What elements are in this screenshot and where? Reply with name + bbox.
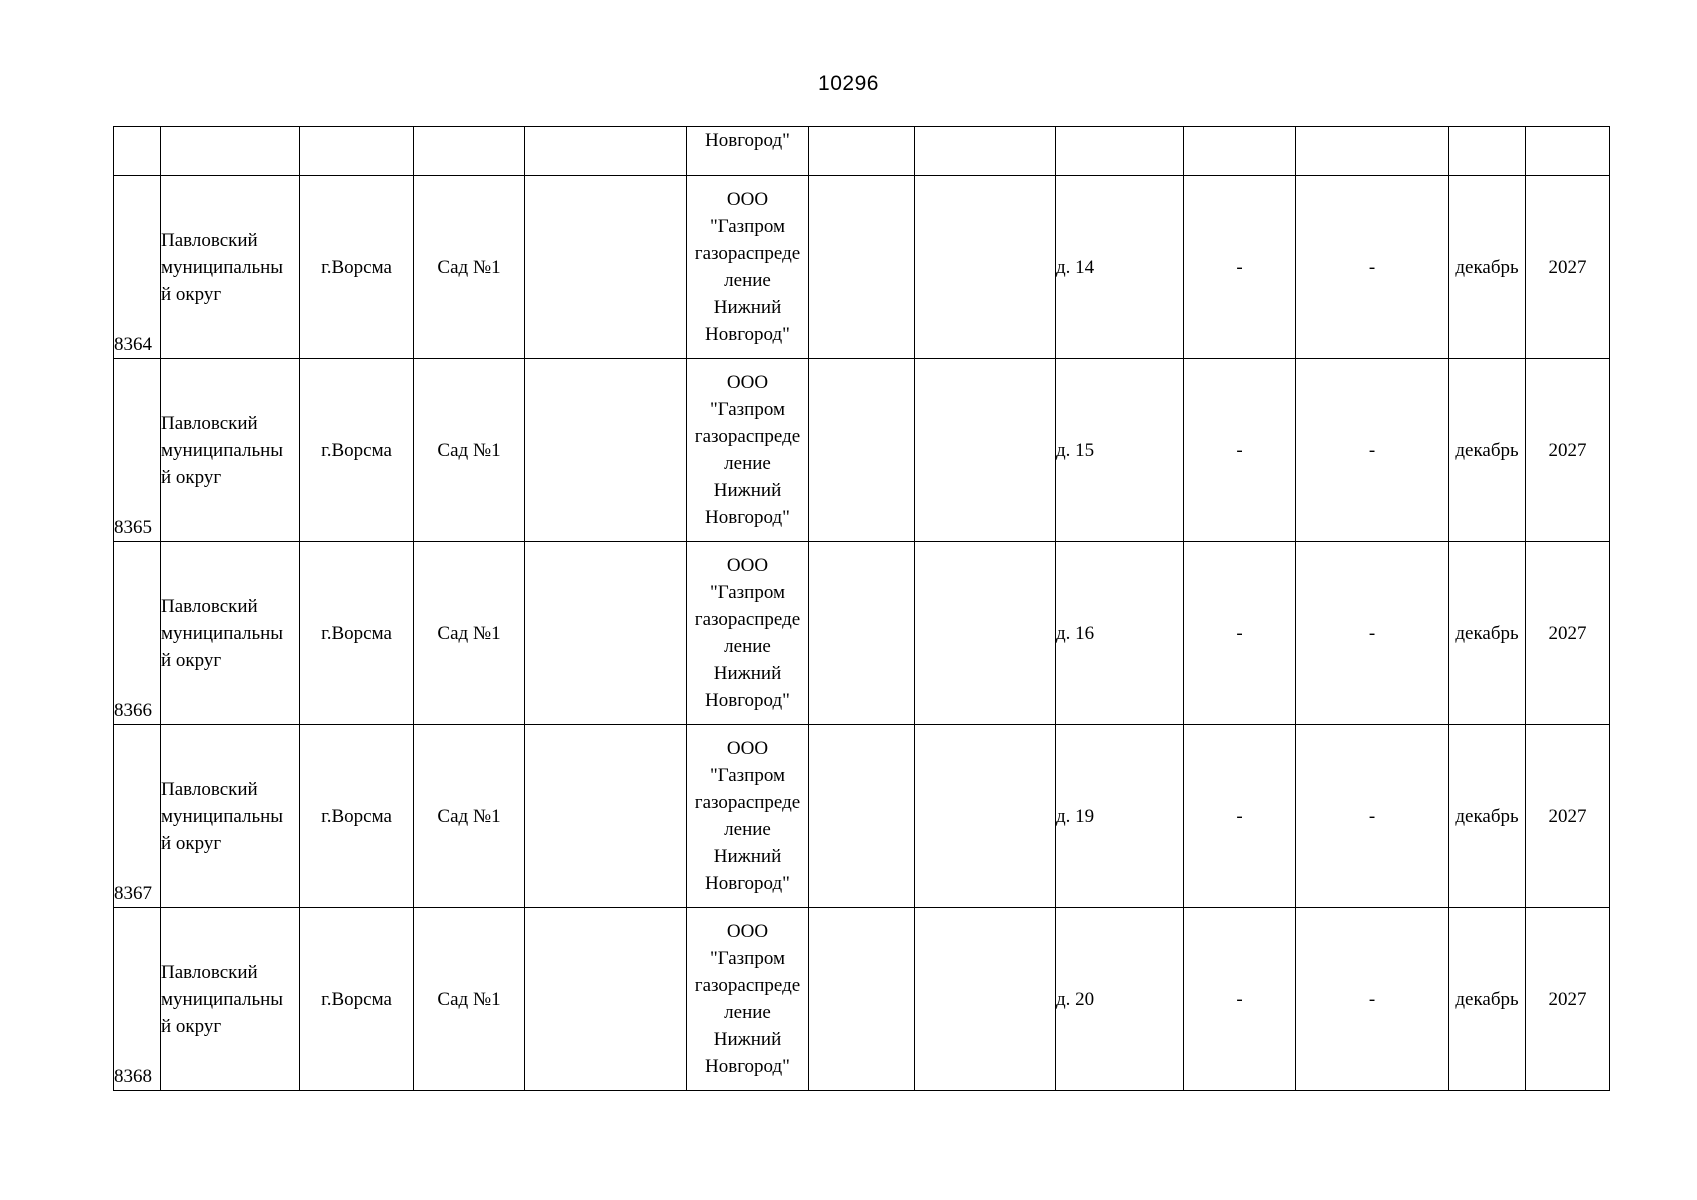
row-number: 8364 xyxy=(114,176,161,359)
organization-name xyxy=(687,908,809,1091)
text-line: муниципальны xyxy=(161,439,284,461)
text-line: ООО xyxy=(726,372,769,393)
cell-organization: Новгород" xyxy=(687,127,809,176)
cell-empty xyxy=(525,908,687,1091)
house-number: д. 19 xyxy=(1056,725,1184,908)
cell-empty xyxy=(915,725,1056,908)
cell-empty xyxy=(915,908,1056,1091)
organization-name xyxy=(687,725,809,908)
text-line: Новгород" xyxy=(705,324,790,345)
cell-col11 xyxy=(1296,127,1449,176)
text-line: Павловский xyxy=(161,229,258,251)
cell-empty xyxy=(915,127,1056,176)
text-line: й округ xyxy=(161,649,222,671)
street-name: Сад №1 xyxy=(414,725,525,908)
planned-month: декабрь xyxy=(1449,908,1526,1091)
cell-empty xyxy=(809,725,915,908)
cell-empty xyxy=(915,359,1056,542)
text-line: Нижний xyxy=(713,480,782,501)
text-line: й округ xyxy=(161,466,222,488)
house-number: д. 20 xyxy=(1056,908,1184,1091)
planned-month: декабрь xyxy=(1449,725,1526,908)
settlement-name: г.Ворсма xyxy=(300,908,414,1091)
register-table xyxy=(113,126,1610,1091)
continuation-row xyxy=(114,127,1610,176)
cell-empty xyxy=(915,542,1056,725)
text-line: Нижний xyxy=(713,663,782,684)
text-line: муниципальны xyxy=(161,256,284,278)
text-line: "Газпром xyxy=(709,948,786,969)
cell-house xyxy=(1056,127,1184,176)
planned-year: 2027 xyxy=(1526,359,1610,542)
text-line: Нижний xyxy=(713,1029,782,1050)
street-name: Сад №1 xyxy=(414,359,525,542)
organization-lines xyxy=(687,552,808,714)
table-row-8364 xyxy=(114,176,1610,359)
planned-year: 2027 xyxy=(1526,176,1610,359)
district-name xyxy=(161,176,300,359)
cell-col10 xyxy=(1184,127,1296,176)
cell-year xyxy=(1526,127,1610,176)
text-line: Нижний xyxy=(713,846,782,867)
dash-value: - xyxy=(1184,725,1296,908)
organization-name xyxy=(687,542,809,725)
text-line: газораспреде xyxy=(694,243,801,264)
district-name xyxy=(161,542,300,725)
text-line: муниципальны xyxy=(161,988,284,1010)
cell-empty xyxy=(525,127,687,176)
cell-num xyxy=(114,127,161,176)
street-name: Сад №1 xyxy=(414,176,525,359)
dash-value: - xyxy=(1296,359,1449,542)
planned-month: декабрь xyxy=(1449,359,1526,542)
cell-empty xyxy=(809,542,915,725)
page-number: 10296 xyxy=(818,72,879,95)
text-line: ООО xyxy=(726,189,769,210)
planned-year: 2027 xyxy=(1526,725,1610,908)
dash-value: - xyxy=(1296,542,1449,725)
district-lines xyxy=(161,959,299,1040)
district-lines xyxy=(161,593,299,674)
cell-empty xyxy=(809,176,915,359)
settlement-name: г.Ворсма xyxy=(300,176,414,359)
cell-district xyxy=(161,127,300,176)
district-lines xyxy=(161,410,299,491)
organization-name xyxy=(687,176,809,359)
row-number: 8367 xyxy=(114,725,161,908)
text-line: й округ xyxy=(161,283,222,305)
text-line: газораспреде xyxy=(694,426,801,447)
text-line: "Газпром xyxy=(709,399,786,420)
organization-lines xyxy=(687,369,808,531)
text-line: Нижний xyxy=(713,297,782,318)
district-lines xyxy=(161,776,299,857)
cell-month xyxy=(1449,127,1526,176)
text-line: "Газпром xyxy=(709,582,786,603)
cell-empty xyxy=(809,127,915,176)
district-name xyxy=(161,359,300,542)
dash-value: - xyxy=(1184,359,1296,542)
settlement-name: г.Ворсма xyxy=(300,725,414,908)
text-line: ООО xyxy=(726,555,769,576)
district-lines xyxy=(161,227,299,308)
text-line: й округ xyxy=(161,832,222,854)
text-line: Новгород" xyxy=(705,873,790,894)
dash-value: - xyxy=(1296,908,1449,1091)
text-line: газораспреде xyxy=(694,975,801,996)
dash-value: - xyxy=(1184,542,1296,725)
organization-lines xyxy=(687,735,808,897)
house-number: д. 15 xyxy=(1056,359,1184,542)
text-line: Новгород" xyxy=(705,1056,790,1077)
house-number: д. 14 xyxy=(1056,176,1184,359)
text-line: "Газпром xyxy=(709,216,786,237)
street-name: Сад №1 xyxy=(414,542,525,725)
text-line: й округ xyxy=(161,1015,222,1037)
text-line: ление xyxy=(724,636,771,657)
cell-empty xyxy=(525,725,687,908)
text-line: ООО xyxy=(726,738,769,759)
row-number: 8368 xyxy=(114,908,161,1091)
text-line: ООО xyxy=(726,921,769,942)
settlement-name: г.Ворсма xyxy=(300,359,414,542)
dash-value: - xyxy=(1184,908,1296,1091)
row-number: 8365 xyxy=(114,359,161,542)
house-number: д. 16 xyxy=(1056,542,1184,725)
text-line: ление xyxy=(724,1002,771,1023)
text-line: ление xyxy=(724,270,771,291)
text-line: Павловский xyxy=(161,595,258,617)
text-line: Павловский xyxy=(161,778,258,800)
cell-empty xyxy=(915,176,1056,359)
cell-settlement xyxy=(300,127,414,176)
district-name xyxy=(161,725,300,908)
text-line: Новгород" xyxy=(705,507,790,528)
dash-value: - xyxy=(1184,176,1296,359)
cell-empty xyxy=(809,908,915,1091)
organization-lines xyxy=(687,918,808,1080)
planned-year: 2027 xyxy=(1526,908,1610,1091)
settlement-name: г.Ворсма xyxy=(300,542,414,725)
cell-empty xyxy=(525,176,687,359)
organization-name xyxy=(687,359,809,542)
planned-month: декабрь xyxy=(1449,542,1526,725)
planned-year: 2027 xyxy=(1526,542,1610,725)
table-row-8365 xyxy=(114,359,1610,542)
table-body xyxy=(114,127,1610,1091)
cell-empty xyxy=(525,542,687,725)
text-line: муниципальны xyxy=(161,805,284,827)
cell-street xyxy=(414,127,525,176)
text-line: ление xyxy=(724,819,771,840)
text-line: Новгород" xyxy=(705,690,790,711)
text-line: газораспреде xyxy=(694,792,801,813)
row-number: 8366 xyxy=(114,542,161,725)
street-name: Сад №1 xyxy=(414,908,525,1091)
text-line: ление xyxy=(724,453,771,474)
text-line: газораспреде xyxy=(694,609,801,630)
planned-month: декабрь xyxy=(1449,176,1526,359)
text-line: муниципальны xyxy=(161,622,284,644)
organization-lines xyxy=(687,186,808,348)
text-line: Павловский xyxy=(161,961,258,983)
text-line: Павловский xyxy=(161,412,258,434)
district-name xyxy=(161,908,300,1091)
text-line: "Газпром xyxy=(709,765,786,786)
table-row-8366 xyxy=(114,542,1610,725)
dash-value: - xyxy=(1296,176,1449,359)
cell-empty xyxy=(525,359,687,542)
cell-empty xyxy=(809,359,915,542)
table-row-8368 xyxy=(114,908,1610,1091)
dash-value: - xyxy=(1296,725,1449,908)
table-row-8367 xyxy=(114,725,1610,908)
